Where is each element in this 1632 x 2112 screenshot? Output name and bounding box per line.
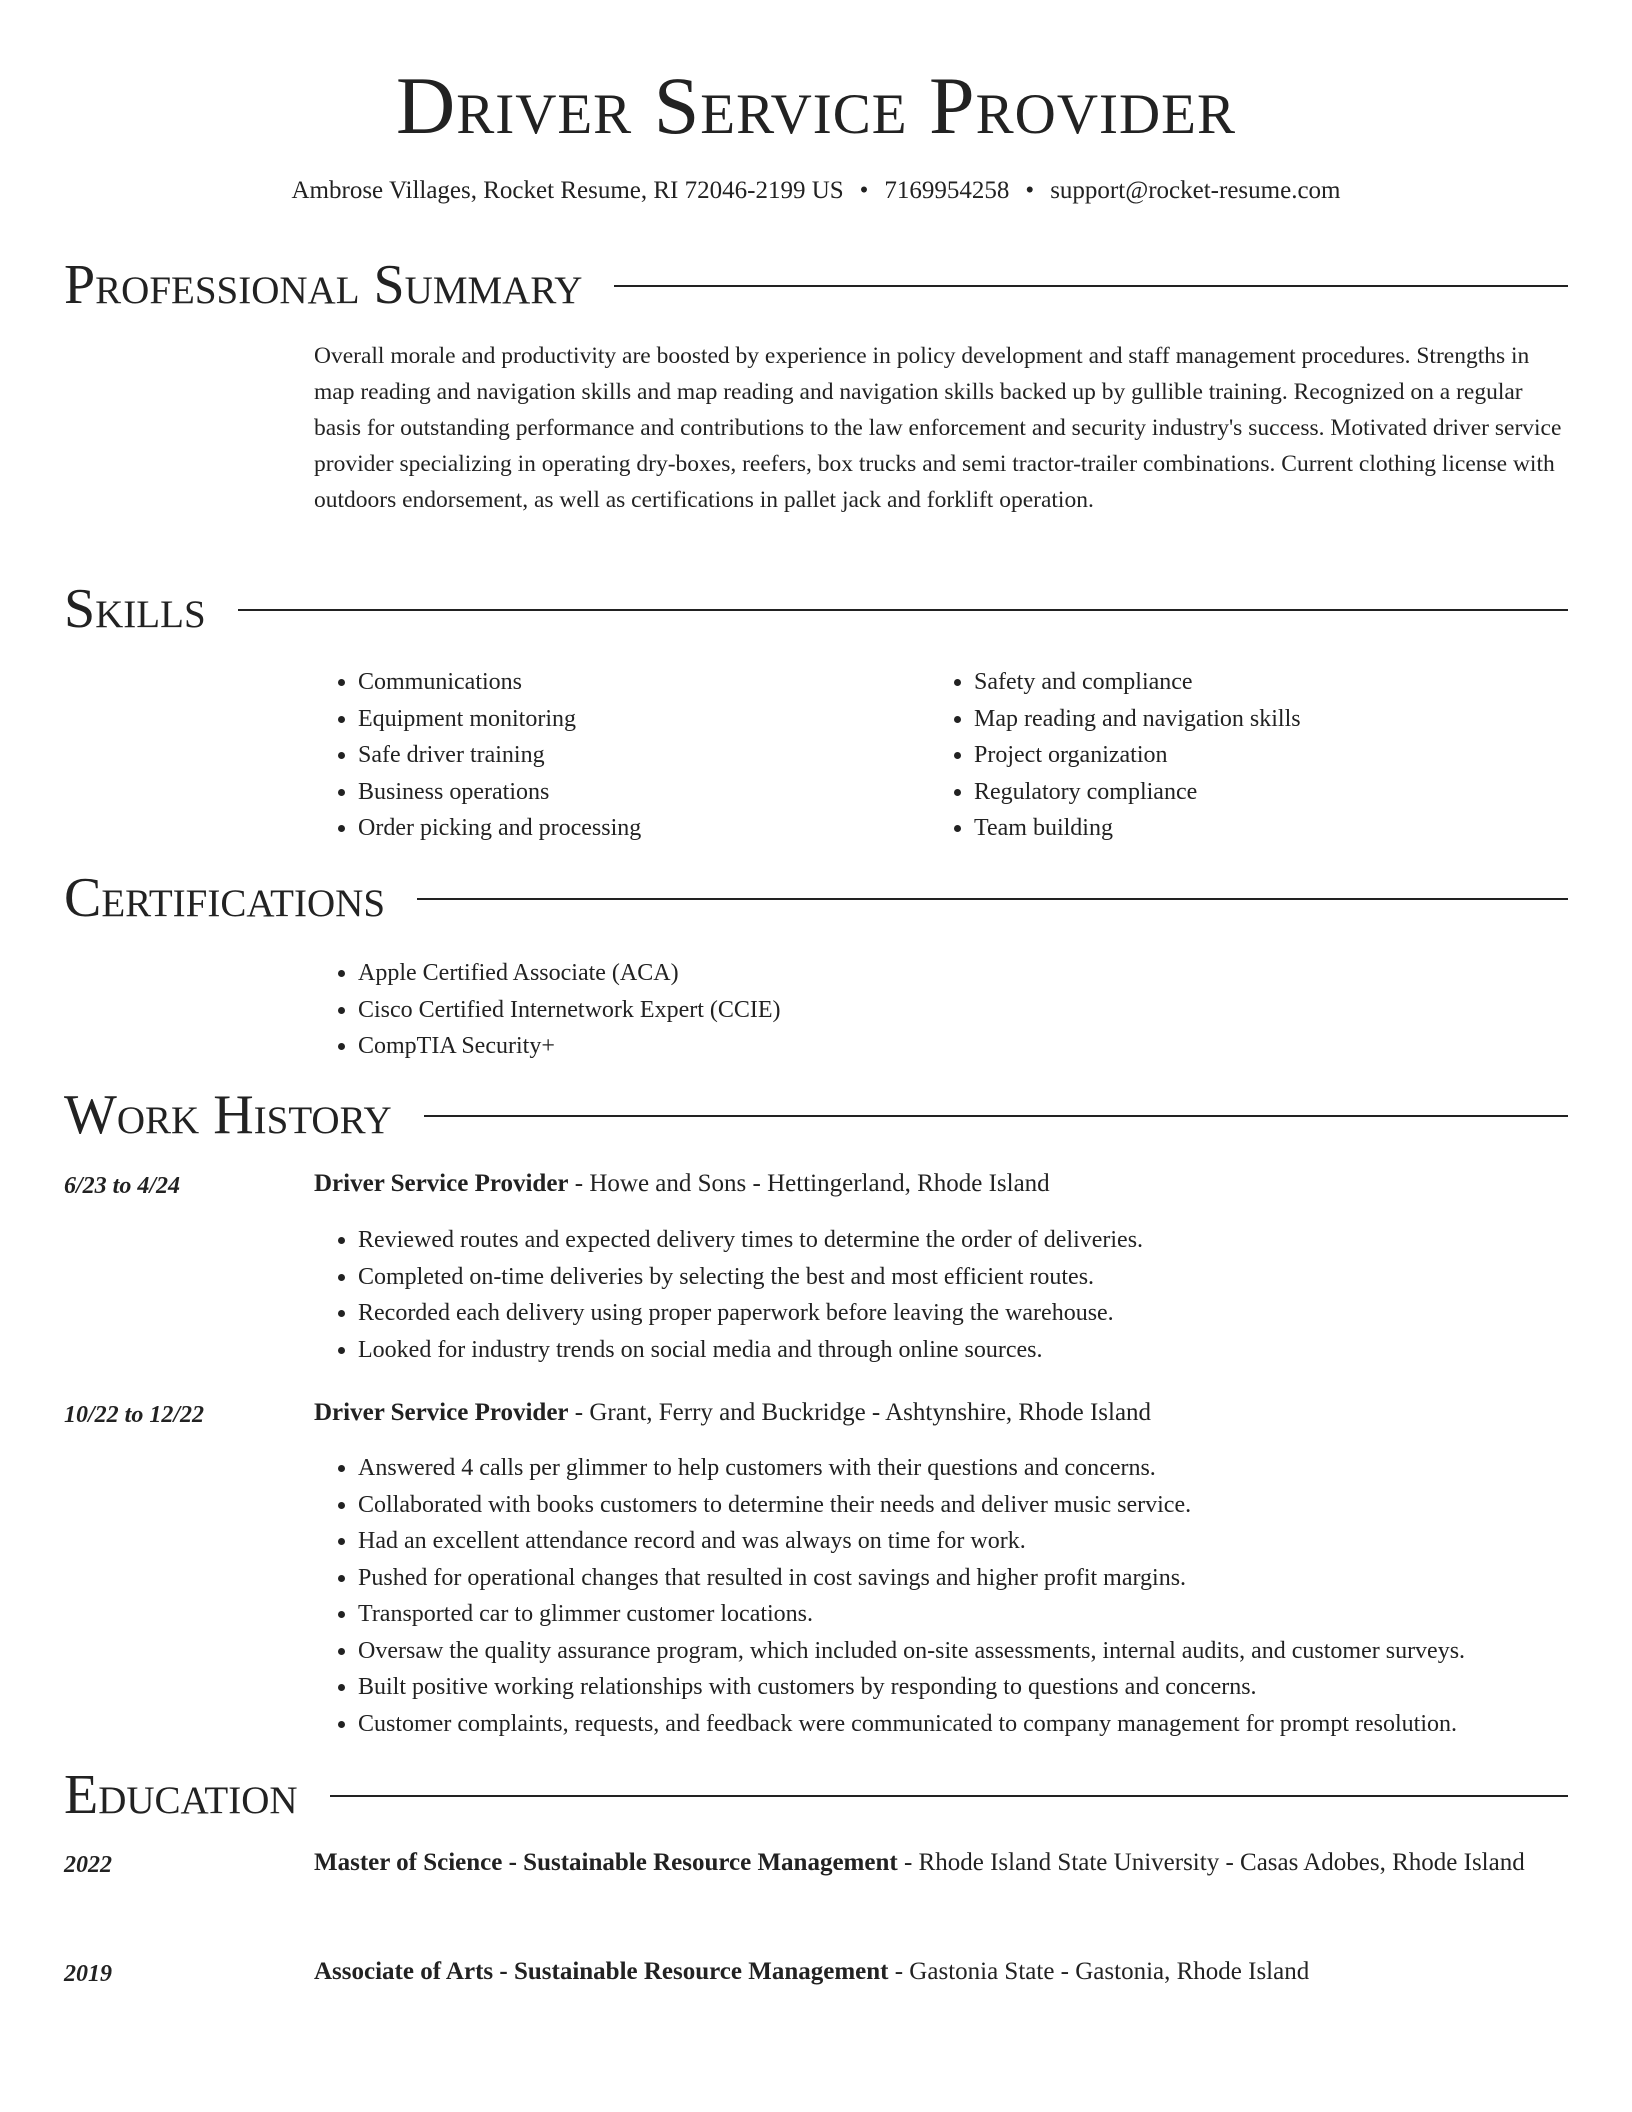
section-divider — [330, 1795, 1568, 1797]
job-duty-item: • Transported car to glimmer customer locations. — [358, 1596, 1574, 1633]
section-divider — [614, 285, 1568, 287]
candidate-name: Driver Service Provider — [395, 60, 1236, 151]
job-dates: 10/22 to 12/22 — [64, 1402, 205, 1428]
job-duty-item: • Looked for industry trends on social media and through online sources. — [358, 1332, 1574, 1369]
certification-item: • CompTIA Security+ — [358, 1028, 1514, 1065]
certification-item: • Cisco Certified Internetwork Expert (CCIE) — [358, 992, 1514, 1029]
education-entry — [314, 1843, 1574, 1883]
education-school-location: - Rhode Island State University - Casas Adobes, Rhode Island — [897, 1849, 1525, 1876]
contact-line — [0, 174, 1632, 208]
job-duty-item: • Pushed for operational changes that resulted in cost savings and higher profit margins. — [358, 1560, 1574, 1597]
education-entry — [314, 1952, 1574, 1992]
job-employer-location: - Grant, Ferry and Buckridge - Ashtynshire, Rhode Island — [568, 1399, 1152, 1426]
skills-column-left — [314, 664, 874, 847]
education-year: 2022 — [64, 1852, 112, 1878]
certification-item: • Apple Certified Associate (ACA) — [358, 955, 1514, 992]
job-duty-item: • Completed on-time deliveries by selecting the best and most efficient routes. — [358, 1259, 1574, 1296]
skill-item: • Team building — [974, 810, 1550, 847]
skill-item: • Safety and compliance — [974, 664, 1550, 701]
skill-item: • Order picking and processing — [358, 810, 874, 847]
section-title-skills: Skills — [64, 578, 206, 640]
section-header-work-history — [64, 1080, 1568, 1150]
section-title-certifications: Certifications — [64, 867, 386, 929]
section-header-education — [64, 1760, 1568, 1830]
job-position: Driver Service Provider — [314, 1170, 569, 1197]
contact-email: support@rocket-resume.com — [1050, 177, 1341, 204]
education-degree: Associate of Arts - Sustainable Resource Management — [314, 1958, 889, 1985]
job-duty-item: • Oversaw the quality assurance program, which included on-site assessments, internal audits, and customer surveys. — [358, 1633, 1574, 1670]
contact-address: Ambrose Villages, Rocket Resume, RI 72046-2199 US — [291, 177, 844, 204]
section-divider — [417, 898, 1568, 900]
job-heading — [314, 1393, 1574, 1433]
summary-text: Overall morale and productivity are boosted by experience in policy development and staff management procedures. Strengths in map reading and navigation skills and map reading and navigation skills backed up by gullible training. Recognized on a regular basis for outstanding performance and contributions to the law enforcement and security industry's success. Motivated driver service provider specializing in operating dry-boxes, reefers, box trucks and semi tractor-trailer combinations. Current clothing license with outdoors endorsement, as well as certifications in pallet jack and forklift operation. — [314, 343, 1562, 513]
job-position: Driver Service Provider — [314, 1399, 569, 1426]
certifications-list — [314, 955, 1514, 1065]
skills-column-right — [930, 664, 1550, 847]
education-year: 2019 — [64, 1961, 112, 1987]
section-divider — [238, 609, 1568, 611]
skill-item: • Equipment monitoring — [358, 701, 874, 738]
section-title-education: Education — [64, 1764, 298, 1826]
education-degree: Master of Science - Sustainable Resource Management — [314, 1849, 898, 1876]
section-title-summary: Professional Summary — [64, 254, 583, 316]
job-dates: 6/23 to 4/24 — [64, 1173, 181, 1199]
contact-separator: • — [1025, 177, 1035, 204]
skill-item: • Project organization — [974, 737, 1550, 774]
skill-item: • Safe driver training — [358, 737, 874, 774]
job-duty-item: • Customer complaints, requests, and feedback were communicated to company management for prompt resolution. — [358, 1706, 1574, 1743]
skill-item: • Communications — [358, 664, 874, 701]
section-title-work-history: Work History — [64, 1084, 392, 1146]
job-duty-item: • Had an excellent attendance record and was always on time for work. — [358, 1523, 1574, 1560]
job-duty-item: • Recorded each delivery using proper paperwork before leaving the warehouse. — [358, 1295, 1574, 1332]
contact-separator: • — [859, 177, 869, 204]
job-duties-list — [314, 1450, 1574, 1742]
skill-item: • Business operations — [358, 774, 874, 811]
section-header-certifications — [64, 863, 1568, 933]
section-header-summary — [64, 250, 1568, 320]
job-duty-item: • Collaborated with books customers to determine their needs and deliver music service. — [358, 1487, 1574, 1524]
contact-phone: 7169954258 — [884, 177, 1010, 204]
skill-item: • Regulatory compliance — [974, 774, 1550, 811]
job-duty-item: • Answered 4 calls per glimmer to help customers with their questions and concerns. — [358, 1450, 1574, 1487]
job-employer-location: - Howe and Sons - Hettingerland, Rhode Island — [568, 1170, 1050, 1197]
section-divider — [424, 1115, 1568, 1117]
job-duties-list — [314, 1222, 1574, 1368]
education-school-location: - Gastonia State - Gastonia, Rhode Island — [888, 1958, 1310, 1985]
job-duty-item: • Reviewed routes and expected delivery times to determine the order of deliveries. — [358, 1222, 1574, 1259]
job-duty-item: • Built positive working relationships with customers by responding to questions and concerns. — [358, 1669, 1574, 1706]
skill-item: • Map reading and navigation skills — [974, 701, 1550, 738]
job-heading — [314, 1164, 1574, 1204]
section-header-skills — [64, 574, 1568, 644]
